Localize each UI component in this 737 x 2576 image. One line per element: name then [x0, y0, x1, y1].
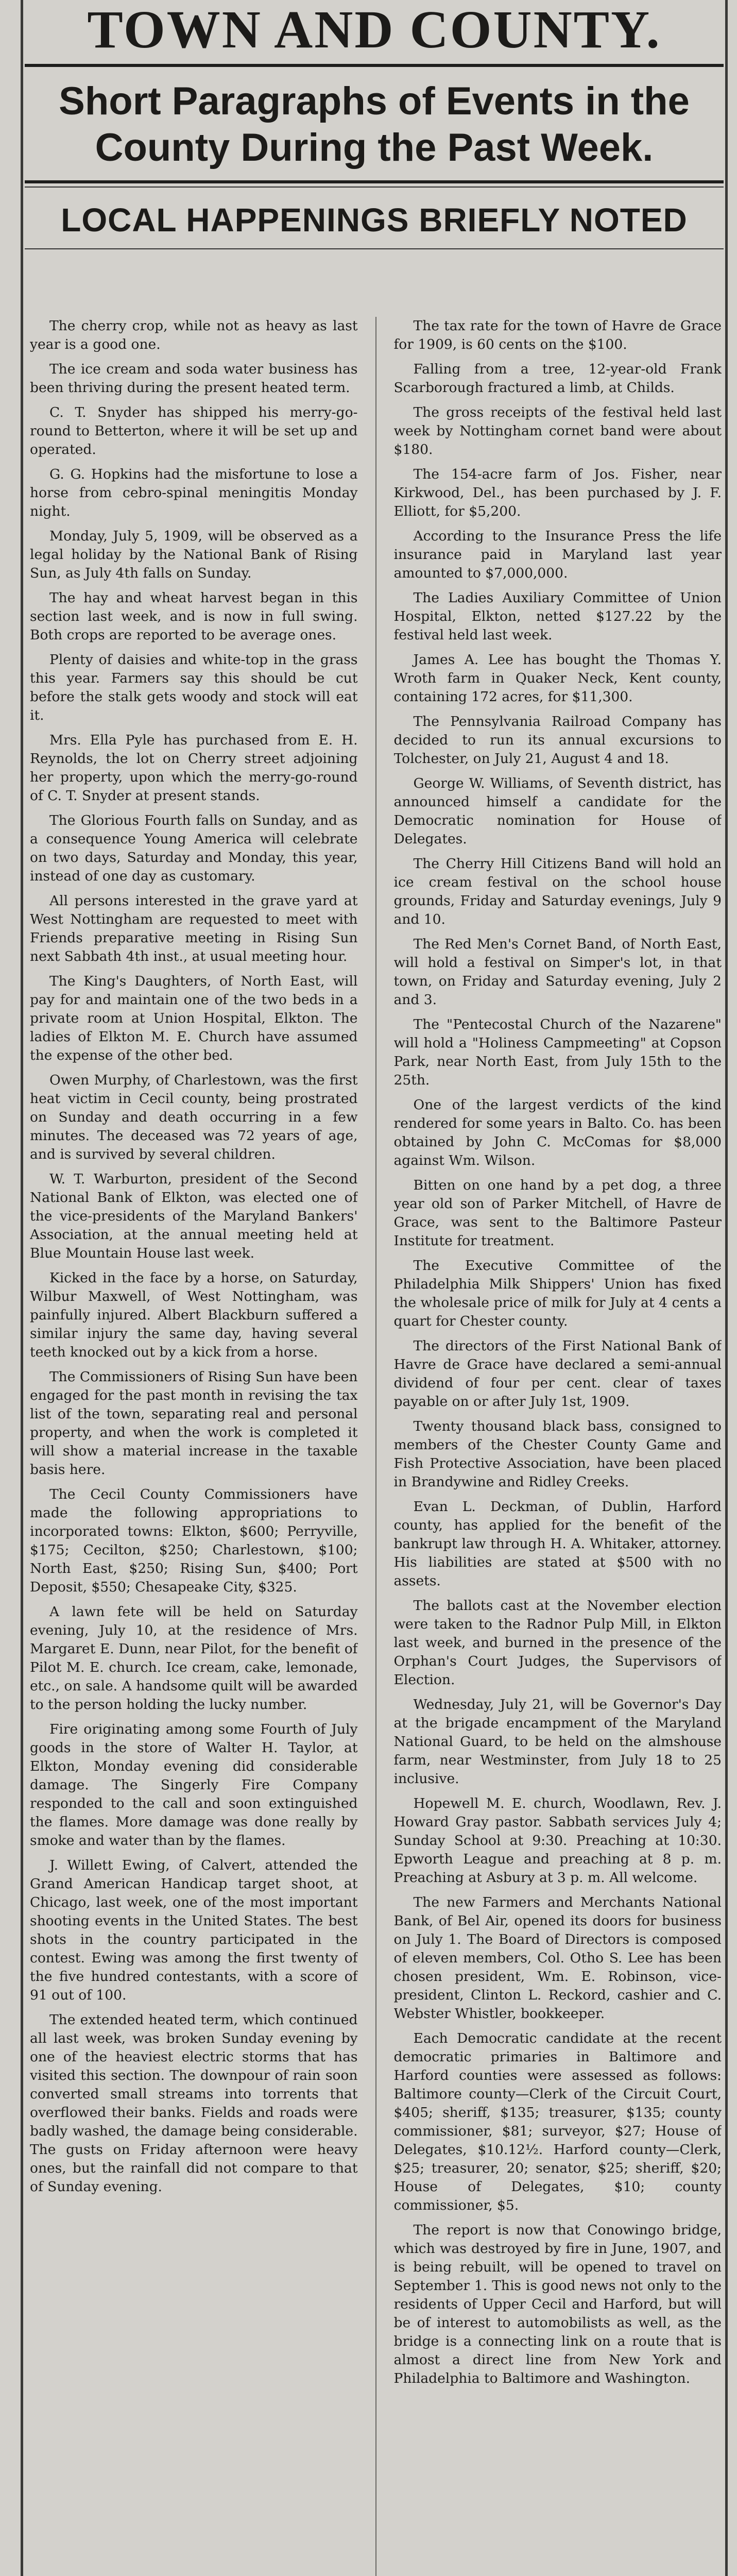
news-item: The ballots cast at the November election were taken to the Radnor Pulp Mill, in Elkton last week, and burned in the presence of the Orphan's Court Judges, the Supervisors of Election. — [393, 1598, 722, 1688]
news-item: The gross receipts of the festival held last week by Nottingham cornet band were about $180. — [393, 404, 722, 457]
news-item: Evan L. Deckman, of Dublin, Harford county, has applied for the benefit of the bankrupt law through H. A. Whitaker, attorney. His liabilities are stated at $500 with no assets. — [393, 1499, 722, 1589]
news-item: The "Pentecostal Church of the Nazarene" will hold a "Holiness Campmeeting" at Copson Park, near North East, from July 15th to the 25th. — [393, 1016, 722, 1088]
news-item: Bitten on one hand by a pet dog, a three year old son of Parker Mitchell, of Havre de Grace, was sent to the Baltimore Pasteur Institute for treatment. — [393, 1177, 722, 1249]
news-item: The Commissioners of Rising Sun have been engaged for the past month in revising the tax list of the town, separating real and personal property, and when the work is completed it will show a material increase in the taxable basis here. — [30, 1369, 358, 1478]
news-item: Kicked in the face by a horse, on Saturday, Wilbur Maxwell, of West Nottingham, was painfully injured. Albert Blackburn suffered a similar injury the same day, having several teeth knocked out by a kick from a horse. — [30, 1270, 358, 1360]
news-item: J. Willett Ewing, of Calvert, attended the Grand American Handicap target shoot, at Chicago, last week, one of the most important shooting events in the United States. The best shots in the country participated in the contest. Ewing was among the first twenty of the five hundred contestants, with a score of 91 out of 100. — [30, 1857, 358, 2003]
news-item: George W. Williams, of Seventh district, has announced himself a candidate for the Democratic nomination for House of Delegates. — [393, 775, 722, 847]
news-item: According to the Insurance Press the life insurance paid in Maryland last year amounted to $7,000,000. — [393, 528, 722, 581]
page-title: TOWN AND COUNTY. — [87, 0, 661, 59]
right-column — [394, 317, 722, 2576]
news-item: C. T. Snyder has shipped his merry-go-round to Betterton, where it will be set up and operated. — [30, 404, 358, 457]
news-item: All persons interested in the grave yard at West Nottingham are requested to meet with Friends preparative meeting in Rising Sun next Sabbath 4th inst., at usual meeting hour. — [30, 893, 358, 964]
news-item: Wednesday, July 21, will be Governor's Day at the brigade encampment of the Maryland National Guard, to be held on the almshouse farm, near Westminster, from July 18 to 25 inclusive. — [393, 1697, 722, 1787]
news-item: The extended heated term, which continued all last week, was broken Sunday evening by one of the heaviest electric storms that has visited this section. The downpour of rain soon converted small streams into torrents that overflowed their banks. Fields and roads were badly washed, the damage being considerable. The gusts on Friday afternoon were heavy ones, but the rainfall did not compare to that of Sunday evening. — [30, 2012, 358, 2195]
left-column — [30, 317, 358, 2576]
news-item: Falling from a tree, 12-year-old Frank Scarborough fractured a limb, at Childs. — [393, 361, 722, 396]
news-item: A lawn fete will be held on Saturday evening, July 10, at the residence of Mrs. Margaret E. Dunn, near Pilot, for the benefit of Pilot M. E. church. Ice cream, cake, lemonade, etc., on sale. A handsome quilt will be awarded to the person holding the lucky number. — [30, 1604, 358, 1713]
news-item: Twenty thousand black bass, consigned to members of the Chester County Game and Fish Protective Association, have been placed in Brandywine and Ridley Creeks. — [393, 1418, 722, 1490]
news-item: Each Democratic candidate at the recent democratic primaries in Baltimore and Harford counties were assessed as follows: Baltimore county—Clerk of the Circuit Court, $405; sheriff, $135; treasurer, $135; county commissioner, $81; surveyor, $27; House of Delegates, $10.12½. Harford county—Clerk, $25; treasurer, 20; senator, $25; sheriff, $20; House of Delegates, $10; county commissioner, $5. — [393, 2030, 722, 2213]
column-divider — [375, 317, 376, 2576]
news-item: The ice cream and soda water business has been thriving during the present heated term. — [30, 361, 358, 396]
news-item: The Cecil County Commissioners have made the following appropriations to incorporated towns: Elkton, $600; Perryville, $175; Cecilton, $250; Charlestown, $100; North East, $250; Rising Sun, $400; Port Deposit, $550; Chesapeake City, $325. — [30, 1486, 358, 1595]
news-item: The Pennsylvania Railroad Company has decided to run its annual excursions to Tolchester, on July 21, August 4 and 18. — [393, 714, 722, 767]
news-item: The directors of the First National Bank of Havre de Grace have declared a semi-annual dividend of four per cent. clear of taxes payable on or after July 1st, 1909. — [393, 1338, 722, 1410]
subtitle: Short Paragraphs of Events in the County During the Past Week. — [59, 79, 690, 170]
news-item: The Cherry Hill Citizens Band will hold an ice cream festival on the school house grounds, Friday and Saturday evenings, July 9 and 10. — [393, 856, 722, 927]
news-item: The King's Daughters, of North East, will pay for and maintain one of the two beds in a private room at Union Hospital, Elkton. The ladies of Elkton M. E. Church have assumed the expense of the other bed. — [30, 973, 358, 1063]
news-item: The Executive Committee of the Philadelphia Milk Shippers' Union has fixed the wholesale price of milk for July at 4 cents a quart for Chester county. — [393, 1258, 722, 1329]
masthead — [25, 0, 724, 249]
news-item: One of the largest verdicts of the kind rendered for some years in Balto. Co. has been obtained by John C. McComas for $8,000 against Wm. Wilson. — [393, 1097, 722, 1168]
news-item: The tax rate for the town of Havre de Grace for 1909, is 60 cents on the $100. — [393, 318, 722, 352]
news-item: Fire originating among some Fourth of July goods in the store of Walter H. Taylor, at Elkton, Monday evening did considerable damage. The Singerly Fire Company responded to the call and soon extinguished the flames. More damage was done really by smoke and water than by the flames. — [30, 1721, 358, 1849]
subtitle-rule-thin — [25, 187, 724, 188]
news-item: The Ladies Auxiliary Committee of Union Hospital, Elkton, netted $127.22 by the festival held last week. — [393, 590, 722, 643]
title-rule — [25, 64, 724, 67]
article-columns — [30, 317, 722, 2576]
news-item: The Glorious Fourth falls on Sunday, and as a consequence Young America will celebrate on two days, Saturday and Monday, this year, instead of one day as customary. — [30, 812, 358, 884]
news-item: The report is now that Conowingo bridge, which was destroyed by fire in June, 1907, and is being rebuilt, will be opened to travel on September 1. This is good news not only to the residents of Upper Cecil and Harford, but will be of interest to automobilists as well, as the bridge is a connecting link on a route that is almost a direct line from New York and Philadelphia to Baltimore and Washington. — [393, 2222, 722, 2386]
news-item: G. G. Hopkins had the misfortune to lose a horse from cebro-spinal meningitis Monday night. — [30, 466, 358, 519]
news-item: Plenty of daisies and white-top in the grass this year. Farmers say this should be cut before the stalk gets woody and stock will eat it. — [30, 652, 358, 723]
right-border-rule — [725, 0, 728, 2576]
news-item: The 154-acre farm of Jos. Fisher, near Kirkwood, Del., has been purchased by J. F. Elliott, for $5,200. — [393, 466, 722, 519]
news-item: James A. Lee has bought the Thomas Y. Wroth farm in Quaker Neck, Kent county, containing 172 acres, for $11,300. — [393, 652, 722, 705]
news-item: Owen Murphy, of Charlestown, was the first heat victim in Cecil county, being prostrated on Sunday and death occurring in a few minutes. The deceased was 72 years of age, and is survived by several children. — [30, 1072, 358, 1162]
news-item: The Red Men's Cornet Band, of North East, will hold a festival on Simper's lot, in that town, on Friday and Saturday evening, July 2 and 3. — [393, 936, 722, 1008]
news-item: The hay and wheat harvest began in this section last week, and is now in full swing. Both crops are reported to be average ones. — [30, 590, 358, 643]
news-item: Mrs. Ella Pyle has purchased from E. H. Reynolds, the lot on Cherry street adjoining her property, upon which the merry-go-round of C. T. Snyder at present stands. — [30, 732, 358, 804]
news-item: Hopewell M. E. church, Woodlawn, Rev. J. Howard Gray pastor. Sabbath services July 4; Sunday School at 9:30. Preaching at 10:30. Epworth League and preaching at 8 p. m. Preaching at Asbury at 3 p. m. All welcome. — [393, 1795, 722, 1886]
news-item: W. T. Warburton, president of the Second National Bank of Elkton, was elected one of the vice-presidents of the Maryland Bankers' Association, at the annual meeting held at Blue Mountain House last week. — [30, 1171, 358, 1261]
section-heading: LOCAL HAPPENINGS BRIEFLY NOTED — [61, 201, 688, 239]
subtitle-rule — [25, 180, 724, 183]
news-item: Monday, July 5, 1909, will be observed as a legal holiday by the National Bank of Rising Sun, as July 4th falls on Sunday. — [30, 528, 358, 581]
section-rule — [25, 248, 724, 249]
news-item: The new Farmers and Merchants National Bank, of Bel Air, opened its doors for business on July 1. The Board of Directors is composed of eleven members, Col. Otho S. Lee has been chosen president, Wm. E. Robinson, vice-president, Clinton L. Reckord, cashier and C. Webster Whistler, bookkeeper. — [393, 1894, 722, 2022]
news-item: The cherry crop, while not as heavy as last year is a good one. — [30, 318, 358, 352]
left-border-rule — [21, 0, 23, 2576]
